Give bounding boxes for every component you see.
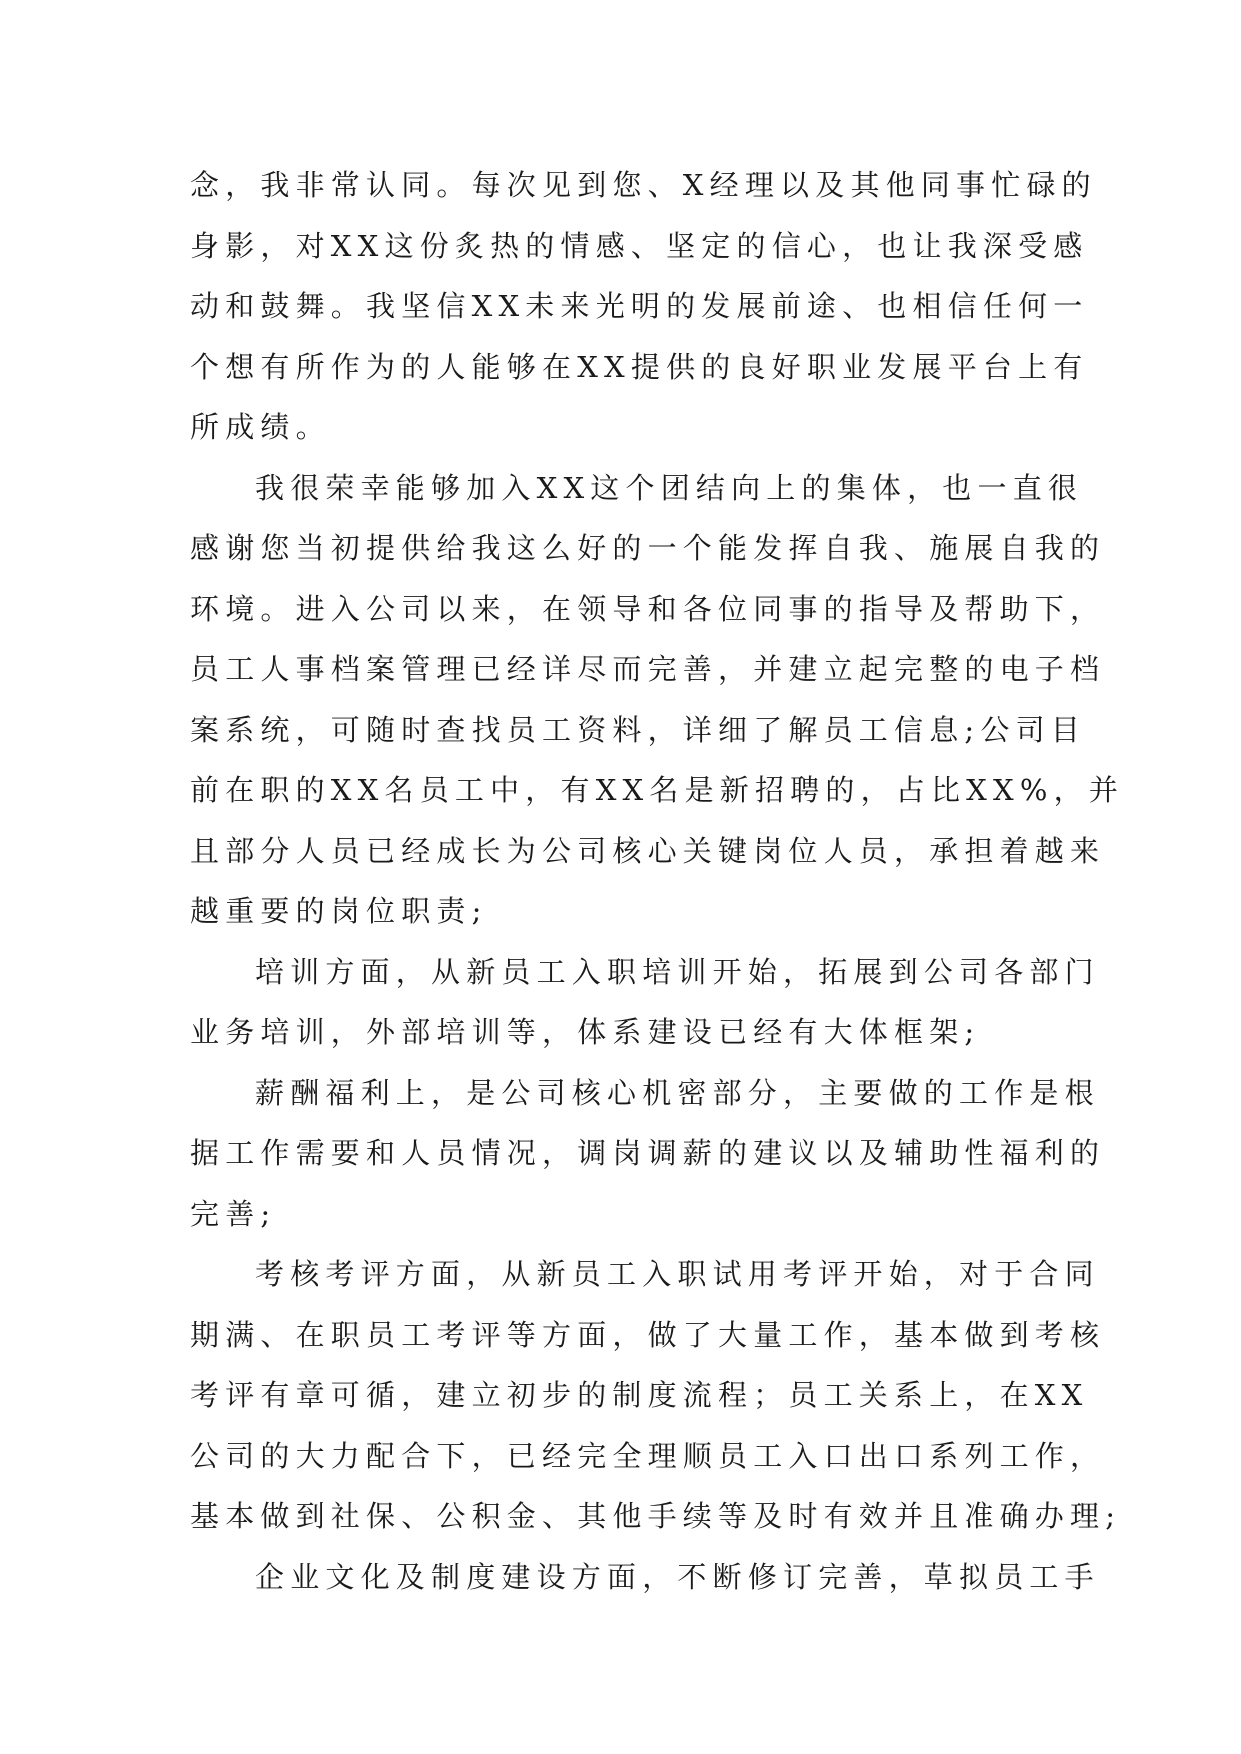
text-line: 员工人事档案管理已经详尽而完善，并建立起完整的电子档 <box>190 652 1106 686</box>
text-line: 感谢您当初提供给我这么好的一个能发挥自我、施展自我的 <box>190 531 1106 565</box>
text-line: 期满、在职员工考评等方面，做了大量工作，基本做到考核 <box>190 1317 1106 1352</box>
text-line: 考评有章可循，建立初步的制度流程；员工关系上，在XX <box>190 1378 1089 1412</box>
text-line: 个想有所作为的人能够在XX提供的良好职业发展平台上有 <box>190 349 1089 384</box>
text-line: 且部分人员已经成长为公司核心关键岗位人员，承担着越来 <box>190 833 1106 868</box>
document-body <box>190 155 1125 1607</box>
paragraph-start-line: 培训方面，从新员工入职培训开始，拓展到公司各部门 <box>255 954 1100 989</box>
paragraph-start-line: 我很荣幸能够加入XX这个团结向上的集体，也一直很 <box>255 470 1084 505</box>
text-line: 动和鼓舞。我坚信XX未来光明的发展前途、也相信任何一 <box>190 289 1089 323</box>
text-line: 完善; <box>190 1196 277 1231</box>
text-line: 公司的大力配合下，已经完全理顺员工入口出口系列工作， <box>190 1438 1106 1473</box>
text-line: 所成绩。 <box>190 410 331 444</box>
paragraph-start-line: 考核考评方面，从新员工入职试用考评开始，对于合同 <box>255 1257 1100 1291</box>
text-line: 身影，对XX这份炙热的情感、坚定的信心，也让我深受感 <box>190 228 1089 263</box>
text-line: 念，我非常认同。每次见到您、X经理以及其他同事忙碌的 <box>190 168 1097 202</box>
text-line: 据工作需要和人员情况，调岗调薪的建议以及辅助性福利的 <box>190 1136 1106 1170</box>
text-line: 环境。进入公司以来，在领导和各位同事的指导及帮助下， <box>190 591 1106 626</box>
paragraph-start-line: 企业文化及制度建设方面，不断修订完善，草拟员工手 <box>255 1559 1100 1594</box>
text-line: 前在职的XX名员工中，有XX名是新招聘的，占比XX%，并 <box>190 773 1125 807</box>
text-line: 基本做到社保、公积金、其他手续等及时有效并且准确办理; <box>190 1499 1122 1533</box>
paragraph-start-line: 薪酬福利上，是公司核心机密部分，主要做的工作是根 <box>255 1075 1100 1110</box>
text-line: 案系统，可随时查找员工资料，详细了解员工信息;公司目 <box>190 712 1086 747</box>
text-line: 越重要的岗位职责; <box>190 894 488 928</box>
text-line: 业务培训，外部培训等，体系建设已经有大体框架; <box>190 1015 981 1049</box>
